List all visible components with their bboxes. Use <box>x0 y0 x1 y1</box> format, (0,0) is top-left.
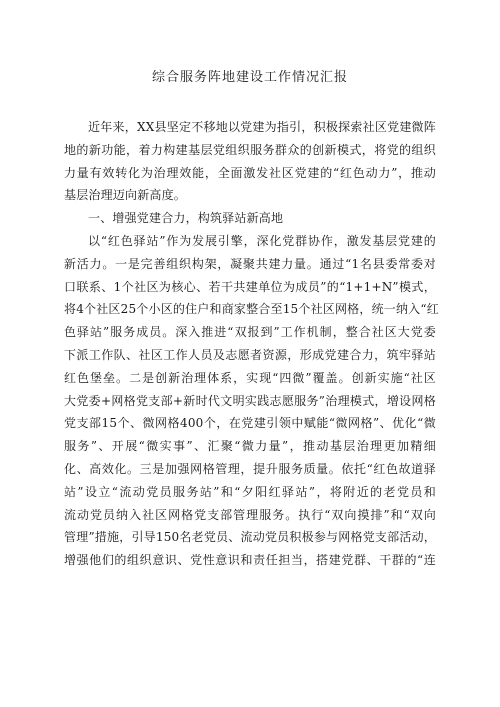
text-line: 流动党员纳入社区网格党支部管理服务。执行“双向摸排”和“双向 <box>64 507 436 522</box>
text-line: 增强他们的组织意识、党性意识和责任担当，搭建党群、干群的“连 <box>64 553 436 568</box>
document-body <box>64 116 439 572</box>
text-line: 以“红色驿站”作为发展引擎，深化党群协作，激发基层党建的 <box>88 233 436 248</box>
text-line: 口联系、1个社区为核心、若干共建单位为成员”的“1+1+N”模式， <box>64 279 436 294</box>
text-line: 化、高效化。三是加强网格管理，提升服务质量。依托“红色故道驿 <box>64 461 436 476</box>
text-line: 基层治理迈向新高度。 <box>64 188 187 203</box>
text-line: 大党委+网格党支部+新时代文明实践志愿服务”治理模式，增设网格 <box>64 393 436 408</box>
text-line: 一、增强党建合力，构筑驿站新高地 <box>88 211 284 226</box>
text-line: 地的新功能，着力构建基层党组织服务群众的创新模式，将党的组织 <box>64 142 436 157</box>
text-line: 新活力。一是完善组织构架，凝聚共建力量。通过“1名县委常委对 <box>64 256 436 271</box>
text-line: 将4个社区25个小区的住户和商家整合至15个社区网格，统一纳入“红 <box>64 302 439 317</box>
text-line: 服务”、开展“微实事”、汇聚“微力量”，推动基层治理更加精细 <box>64 439 436 454</box>
text-line: 力量有效转化为治理效能，全面激发社区党建的“红色动力”，推动 <box>64 165 436 180</box>
text-line: 近年来，XX县坚定不移地以党建为指引，积极探索社区党建微阵 <box>88 120 436 134</box>
text-line: 红色堡垒。二是创新治理体系，实现“四微”覆盖。创新实施“社区 <box>64 370 436 385</box>
text-line: 下派工作队、社区工作人员及志愿者资源，形成党建合力，筑牢驿站 <box>64 347 436 362</box>
text-line: 党支部15个、微网格400个，在党建引领中赋能“微网格”、优化“微 <box>64 416 436 431</box>
text-line: 站”设立“流动党员服务站”和“夕阳红驿站”，将附近的老党员和 <box>64 484 436 499</box>
text-line: 管理”措施，引导150名老党员、流动党员积极参与网格党支部活动， <box>64 530 436 545</box>
text-line: 色驿站”服务成员。深入推进“双报到”工作机制，整合社区大党委 <box>64 325 436 340</box>
document-title: 综合服务阵地建设工作情况汇报 <box>151 70 348 85</box>
